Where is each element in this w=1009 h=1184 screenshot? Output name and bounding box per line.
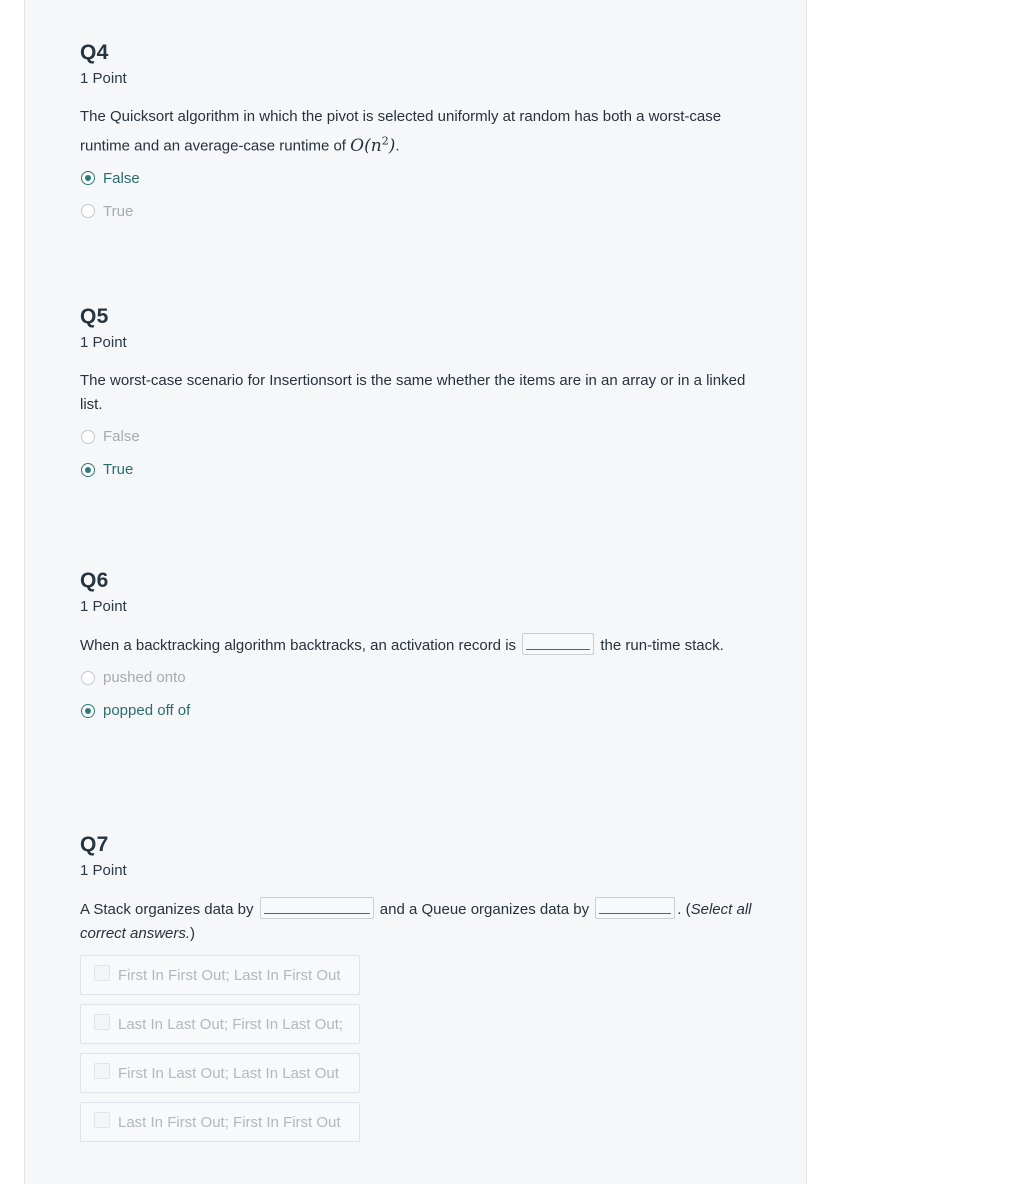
question-title: Q7 — [80, 833, 109, 856]
option-false[interactable] — [80, 420, 760, 453]
question-q7 — [80, 832, 760, 1151]
question-text-part: . ( — [677, 901, 691, 918]
question-q6 — [80, 568, 760, 727]
radio-empty-icon[interactable] — [81, 204, 95, 218]
question-q4 — [80, 40, 760, 228]
option-label: False — [103, 169, 140, 187]
answer-options — [80, 661, 760, 727]
question-text — [80, 105, 760, 159]
answer-options — [80, 420, 760, 486]
checkbox-option[interactable] — [80, 1004, 360, 1044]
big-o-expression: $O(n^2)$ — [350, 134, 396, 156]
option-label: First In First Out; Last In First Out — [118, 966, 341, 984]
answer-options — [80, 162, 760, 228]
question-points: 1 Point — [80, 70, 127, 87]
option-label: True — [103, 461, 134, 478]
question-text-after: the run-time stack. — [600, 637, 724, 654]
question-title: Q6 — [80, 569, 109, 592]
question-text-part: ) — [190, 925, 196, 942]
radio-selected-icon[interactable] — [81, 704, 95, 718]
option-true[interactable] — [80, 195, 760, 228]
question-points: 1 Point — [80, 598, 127, 615]
radio-selected-icon[interactable] — [81, 463, 95, 477]
question-text-after: . — [395, 137, 400, 155]
checkbox-option[interactable] — [80, 955, 360, 995]
question-text-part: and a Queue organizes data by — [379, 901, 590, 918]
checkbox-icon[interactable] — [94, 1014, 110, 1030]
radio-empty-icon[interactable] — [81, 430, 95, 444]
option-label: True — [103, 202, 134, 220]
checkbox-options — [80, 955, 760, 1142]
blank-field-stack — [260, 897, 374, 919]
option-label: popped off of — [103, 702, 191, 719]
question-text: The worst-case scenario for Insertionsort is the same whether the items are in an array or in a linked list. — [80, 372, 746, 413]
checkbox-option[interactable] — [80, 1102, 360, 1142]
question-title: Q4 — [80, 41, 109, 64]
option-popped-off-of[interactable] — [80, 694, 760, 727]
question-points: 1 Point — [80, 862, 127, 879]
option-label: Last In First Out; First In First Out — [118, 1113, 341, 1131]
question-text — [80, 633, 760, 658]
question-text-before: When a backtracking algorithm backtracks, an activation record is — [80, 637, 517, 654]
option-pushed-onto[interactable] — [80, 661, 760, 694]
option-label: First In Last Out; Last In Last Out — [118, 1064, 339, 1082]
radio-selected-icon[interactable] — [81, 171, 95, 185]
option-false[interactable] — [80, 162, 760, 195]
question-text — [80, 897, 760, 946]
question-points: 1 Point — [80, 334, 127, 351]
option-label: pushed onto — [103, 669, 186, 686]
question-q5 — [80, 304, 760, 486]
checkbox-icon[interactable] — [94, 1112, 110, 1128]
checkbox-option[interactable] — [80, 1053, 360, 1093]
question-title: Q5 — [80, 305, 109, 328]
blank-field-queue — [595, 897, 675, 919]
checkbox-icon[interactable] — [94, 1063, 110, 1079]
question-text-part: A Stack organizes data by — [80, 901, 254, 918]
question-instruction: Select all correct answers. — [80, 901, 752, 942]
radio-empty-icon[interactable] — [81, 671, 95, 685]
option-true[interactable] — [80, 453, 760, 486]
checkbox-icon[interactable] — [94, 965, 110, 981]
option-label: Last In Last Out; First In Last Out; — [118, 1015, 344, 1033]
blank-field — [522, 633, 594, 655]
option-label: False — [103, 428, 140, 445]
question-text-before: The Quicksort algorithm in which the pivot is selected uniformly at random has both a worst-case runtime and an average-case runtime of — [80, 108, 722, 155]
